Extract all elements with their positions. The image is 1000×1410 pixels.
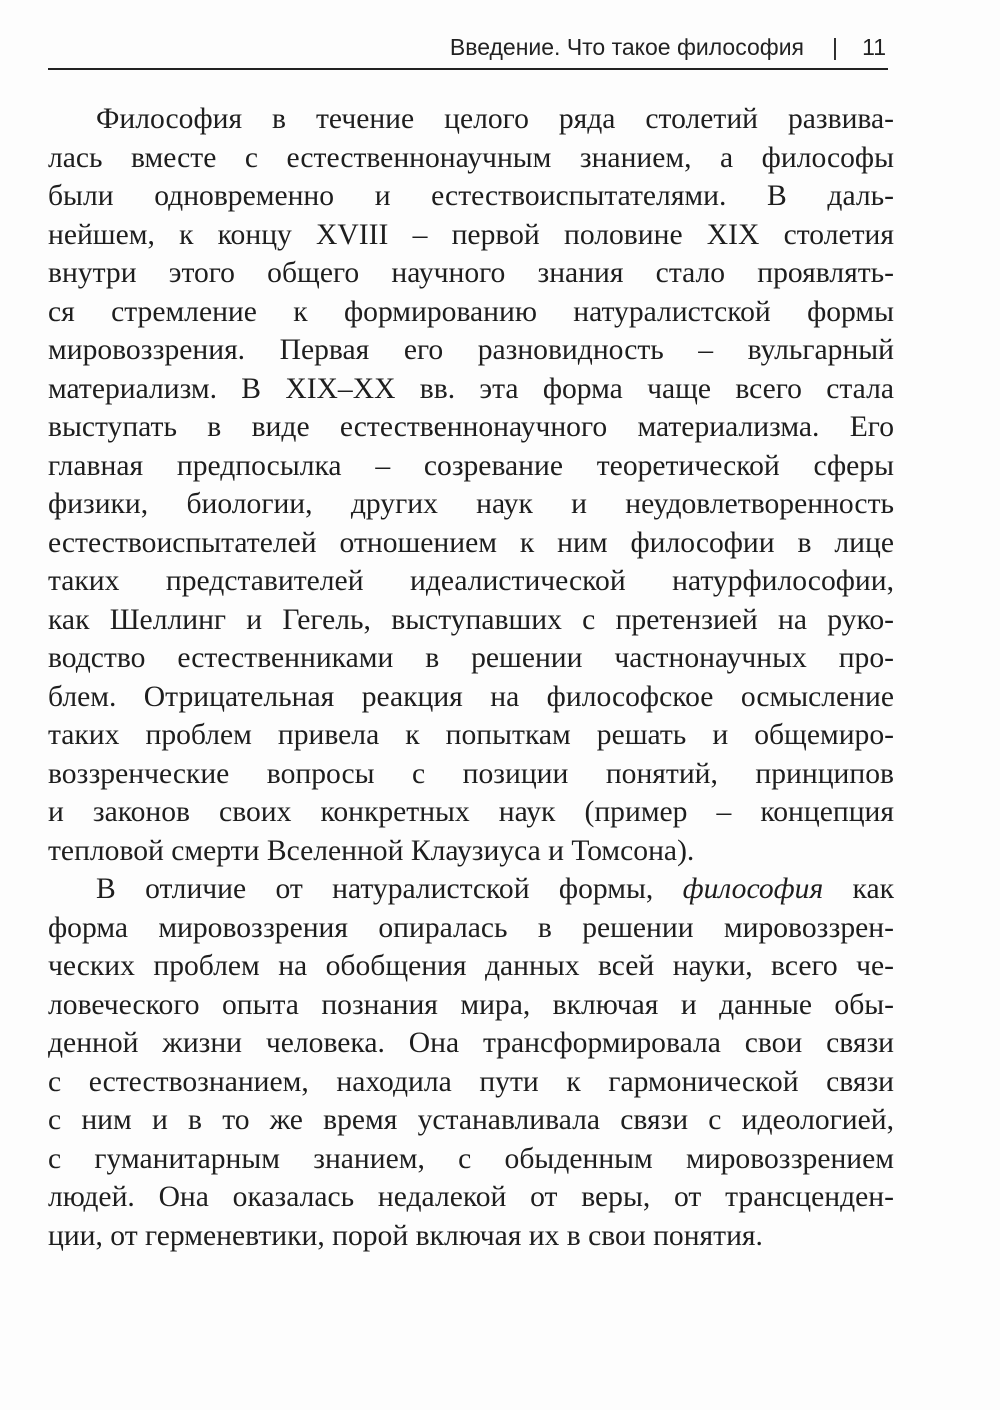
text-line: воззренческие вопросы с позиции понятий, принципов — [48, 757, 894, 790]
running-header — [48, 30, 888, 70]
text-line: ся стремление к формированию натуралистской формы — [48, 295, 894, 328]
text-line: главная предпосылка – созревание теоретической сферы — [48, 449, 894, 482]
body-text — [48, 100, 894, 1255]
text-line: ческих проблем на обобщения данных всей науки, всего че- — [48, 950, 894, 982]
text-line: с ним и в то же время устанавливала связи с идеологией, — [48, 1104, 894, 1136]
chapter-title: Введение. Что такое философия — [449, 34, 804, 60]
page-number: 11 — [862, 34, 886, 60]
text-line: естествоиспытателей отношением к ним философии в лице — [48, 526, 894, 559]
text-line: блем. Отрицательная реакция на философское осмысление — [48, 680, 894, 713]
text-line: материализм. В XIX–XX вв. эта форма чаще всего стала — [48, 372, 894, 405]
text-line: таких представителей идеалистической натурфилософии, — [48, 565, 894, 597]
text-line: тепловой смерти Вселенной Клаузиуса и Томсона). — [48, 834, 695, 867]
emphasized-term: философия — [682, 873, 824, 905]
text-line: физики, биологии, других наук и неудовлетворенность — [48, 488, 894, 520]
text-line: ции, от герменевтики, порой включая их в свои понятия. — [48, 1219, 763, 1252]
text-run: как — [823, 873, 894, 905]
text-line: выступать в виде естественнонаучного материализма. Его — [48, 411, 894, 443]
text-line: денной жизни человека. Она трансформировала свои связи — [48, 1027, 894, 1059]
text-line: внутри этого общего научного знания стало проявлять- — [48, 257, 894, 289]
text-line: и законов своих конкретных наук (пример – концепция — [48, 796, 894, 828]
text-line: лась вместе с естественнонаучным знанием, а философы — [48, 141, 894, 174]
text-line: с гуманитарным знанием, с обыденным мировоззрением — [48, 1142, 894, 1175]
text-run: В отличие от натуралистской формы, — [96, 873, 683, 905]
text-line: мировоззрения. Первая его разновидность – вульгарный — [48, 334, 894, 366]
text-line: с естествознанием, находила пути к гармонической связи — [48, 1065, 894, 1098]
text-line: Философия в течение целого ряда столетий развива- — [96, 103, 894, 135]
text-line: водство естественниками в решении частнонаучных про- — [48, 642, 894, 674]
paragraph-1 — [48, 100, 894, 870]
text-line: нейшем, к концу XVIII – первой половине XIX столетия — [48, 218, 894, 251]
text-line: форма мировоззрения опиралась в решении мировоззрен- — [48, 911, 894, 944]
paragraph-2 — [48, 870, 894, 1255]
text-line: ловеческого опыта познания мира, включая и данные обы- — [48, 988, 894, 1021]
text-line: людей. Она оказалась недалекой от веры, от трансценден- — [48, 1181, 894, 1213]
text-line: как Шеллинг и Гегель, выступавших с претензией на руко- — [48, 603, 894, 636]
text-line: были одновременно и естествоиспытателями. В даль- — [48, 180, 894, 212]
text-line: таких проблем привела к попыткам решать и общемиро- — [48, 719, 894, 751]
header-separator: | — [832, 34, 838, 60]
text-line-with-emphasis — [48, 870, 894, 909]
